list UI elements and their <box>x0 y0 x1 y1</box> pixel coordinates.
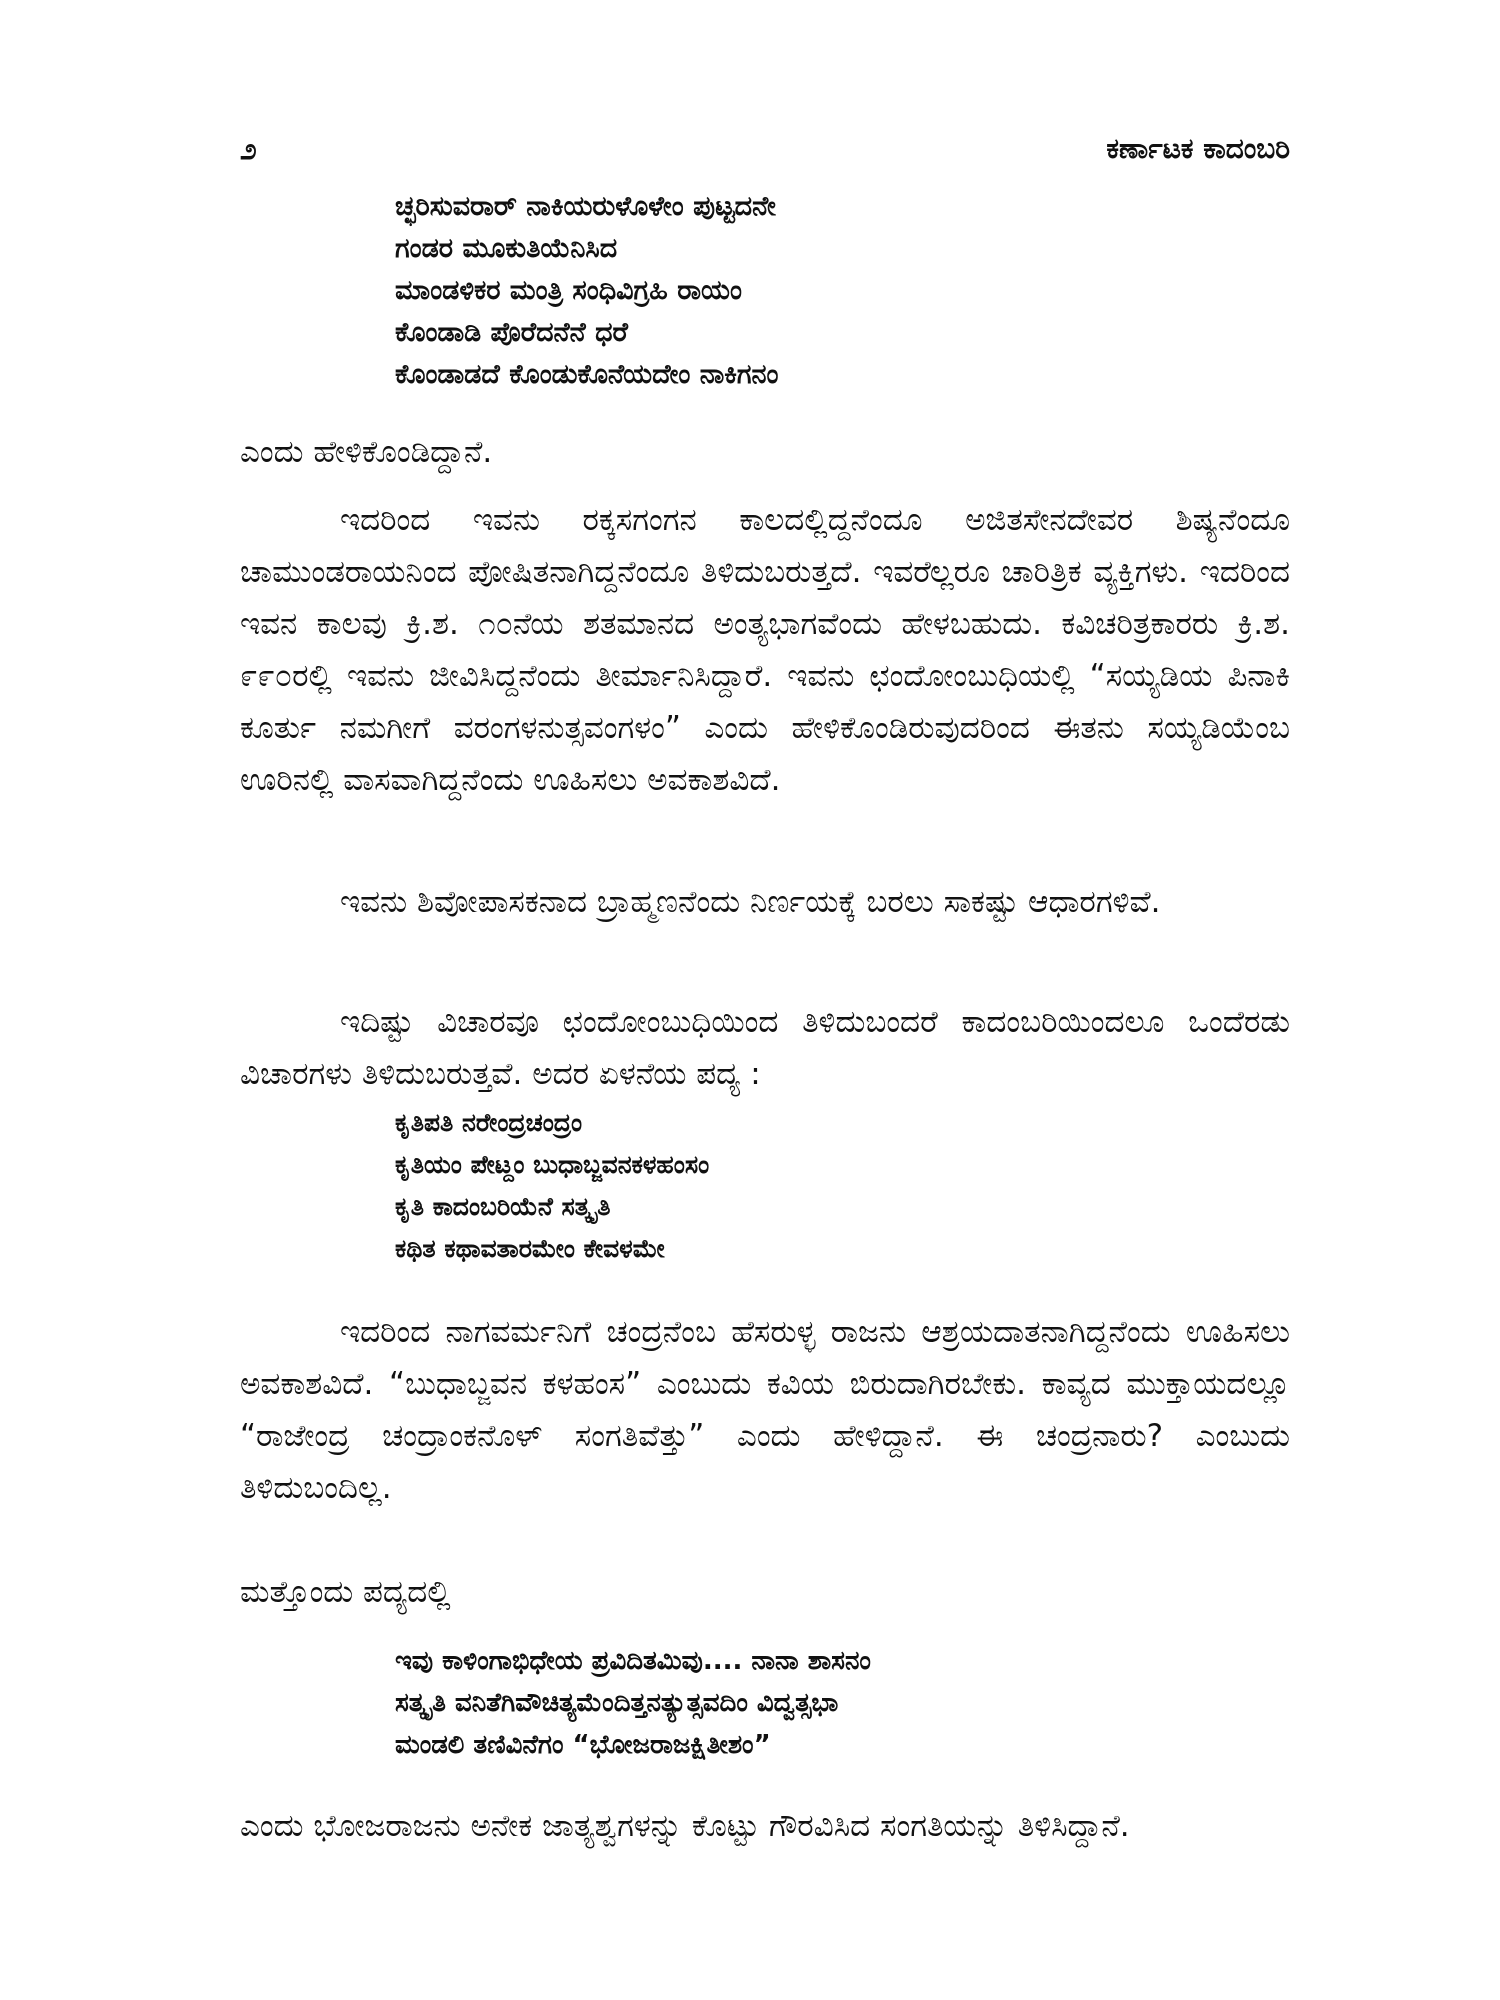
paragraph-7: ಎಂದು ಭೋಜರಾಜನು ಅನೇಕ ಜಾತ್ಯಶ್ವಗಳನ್ನು ಕೊಟ್ಟು ಗೌರವಿಸಿದ ಸಂಗತಿಯನ್ನು ತಿಳಿಸಿದ್ದಾನೆ. <box>240 1808 1130 1844</box>
verse-line: ಕಥಿತ ಕಥಾವತಾರಮೇಂ ಕೇವಳಮೇ <box>395 1234 665 1263</box>
verse-block-3 <box>395 1640 871 1766</box>
verse-line: ಮಂಡಲಿ ತಣಿವಿನೆಗಂ “ಭೋಜರಾಜಕ್ಷಿತೀಶಂ” <box>395 1730 771 1760</box>
paragraph-1: ಎಂದು ಹೇಳಿಕೊಂಡಿದ್ದಾನೆ. <box>240 434 493 470</box>
verse-line: ಚ್ಛರಿಸುವರಾರ್ ನಾಕಿಯರುಳೊಳೇಂ ಪುಟ್ಟದನೇ <box>395 191 776 222</box>
verse-line: ಮಾಂಡಳಿಕರ ಮಂತ್ರಿ ಸಂಧಿವಿಗ್ರಹಿ ರಾಯಂ <box>395 275 742 306</box>
verse-line: ಇವು ಕಾಳಿಂಗಾಭಿಧೇಯ ಪ್ರವಿದಿತಮಿವು.... ನಾನಾ ಶಾಸನಂ <box>395 1646 871 1676</box>
running-title: ಕರ್ಣಾಟಕ ಕಾದಂಬರಿ <box>1106 132 1290 165</box>
paragraph-3: ಇವನು ಶಿವೋಪಾಸಕನಾದ ಬ್ರಾಹ್ಮಣನೆಂದು ನಿರ್ಣಯಕ್ಕೆ ಬರಲು ಸಾಕಷ್ಟು ಆಧಾರಗಳಿವೆ. <box>340 884 1161 920</box>
paragraph-2: ಇದರಿಂದ ಇವನು ರಕ್ಕಸಗಂಗನ ಕಾಲದಲ್ಲಿದ್ದನೆಂದೂ ಅಜಿತಸೇನದೇವರ ಶಿಷ್ಯನೆಂದೂ ಚಾಮುಂಡರಾಯನಿಂದ ಪೋಷಿತನಾಗಿದ್ದನೆಂದೂ ತಿಳಿದುಬರುತ್ತದೆ. ಇವರೆಲ್ಲರೂ ಚಾರಿತ್ರಿಕ ವ್ಯಕ್ತಿಗಳು. ಇದರಿಂದ ಇವನ ಕಾಲವು ಕ್ರಿ.ಶ. ೧೦ನೆಯ ಶತಮಾನದ ಅಂತ್ಯಭಾಗವೆಂದು ಹೇಳಬಹುದು. ಕವಿಚರಿತ್ರಕಾರರು ಕ್ರಿ.ಶ. ೯೯೦ರಲ್ಲಿ ಇವನು ಜೀವಿಸಿದ್ದನೆಂದು ತೀರ್ಮಾನಿಸಿದ್ದಾರೆ. ಇವನು ಛಂದೋಂಬುಧಿಯಲ್ಲಿ “ಸಯ್ಯಡಿಯ ಪಿನಾಕಿ ಕೂರ್ತು ನಮಗೀಗೆ ವರಂಗಳನುತ್ಸವಂಗಳಂ” ಎಂದು ಹೇಳಿಕೊಂಡಿರುವುದರಿಂದ ಈತನು ಸಯ್ಯಡಿಯೆಂಬ ಊರಿನಲ್ಲಿ ವಾಸವಾಗಿದ್ದನೆಂದು ಊಹಿಸಲು ಅವಕಾಶವಿದೆ. <box>240 502 1290 798</box>
verse-line: ಕೊಂಡಾಡಿ ಪೊರೆದನೆನೆ ಧರೆ <box>395 317 628 348</box>
verse-line: ಕೃತಿಪತಿ ನರೇಂದ್ರಚಂದ್ರಂ <box>395 1108 583 1137</box>
paragraph-6: ಮತ್ತೊಂದು ಪದ್ಯದಲ್ಲಿ <box>240 1574 451 1610</box>
verse-line: ಕೃತಿಯಂ ಪೇಟ್ದಂ ಬುಧಾಬ್ಜವನಕಳಹಂಸಂ <box>395 1150 710 1179</box>
verse-line: ಸತ್ಕೃತಿ ವನಿತೆಗಿವೌಚಿತ್ಯಮೆಂದಿತ್ತನತ್ಯುತ್ಸವದಿಂ ವಿದ್ವತ್ಸಭಾ <box>395 1688 839 1718</box>
verse-line: ಕೃತಿ ಕಾದಂಬರಿಯೆನೆ ಸತ್ಕೃತಿ <box>395 1192 611 1221</box>
page-header <box>240 132 1290 172</box>
paragraph-5: ಇದರಿಂದ ನಾಗವರ್ಮನಿಗೆ ಚಂದ್ರನೆಂಬ ಹೆಸರುಳ್ಳ ರಾಜನು ಆಶ್ರಯದಾತನಾಗಿದ್ದನೆಂದು ಊಹಿಸಲು ಅವಕಾಶವಿದೆ. “ಬುಧಾಬ್ಜವನ ಕಳಹಂಸ” ಎಂಬುದು ಕವಿಯ ಬಿರುದಾಗಿರಬೇಕು. ಕಾವ್ಯದ ಮುಕ್ತಾಯದಲ್ಲೂ “ರಾಜೇಂದ್ರ ಚಂದ್ರಾಂಕನೊಳ್ ಸಂಗತಿವೆತ್ತು” ಎಂದು ಹೇಳಿದ್ದಾನೆ. ಈ ಚಂದ್ರನಾರು? ಎಂಬುದು ತಿಳಿದುಬಂದಿಲ್ಲ. <box>240 1314 1290 1506</box>
verse-line: ಕೊಂಡಾಡದೆ ಕೊಂಡುಕೊನೆಯದೇಂ ನಾಕಿಗನಂ <box>395 359 779 390</box>
paragraph-4: ಇದಿಷ್ಟು ವಿಚಾರವೂ ಛಂದೋಂಬುಧಿಯಿಂದ ತಿಳಿದುಬಂದರೆ ಕಾದಂಬರಿಯಿಂದಲೂ ಒಂದೆರಡು ವಿಚಾರಗಳು ತಿಳಿದುಬರುತ್ತವೆ. ಅದರ ಏಳನೆಯ ಪದ್ಯ : <box>240 1004 1290 1092</box>
verse-block-1 <box>395 186 779 396</box>
page-number: ೨ <box>240 132 257 167</box>
verse-block-2 <box>395 1102 709 1270</box>
verse-line: ಗಂಡರ ಮೂಕುತಿಯೆನಿಸಿದ <box>395 233 618 264</box>
